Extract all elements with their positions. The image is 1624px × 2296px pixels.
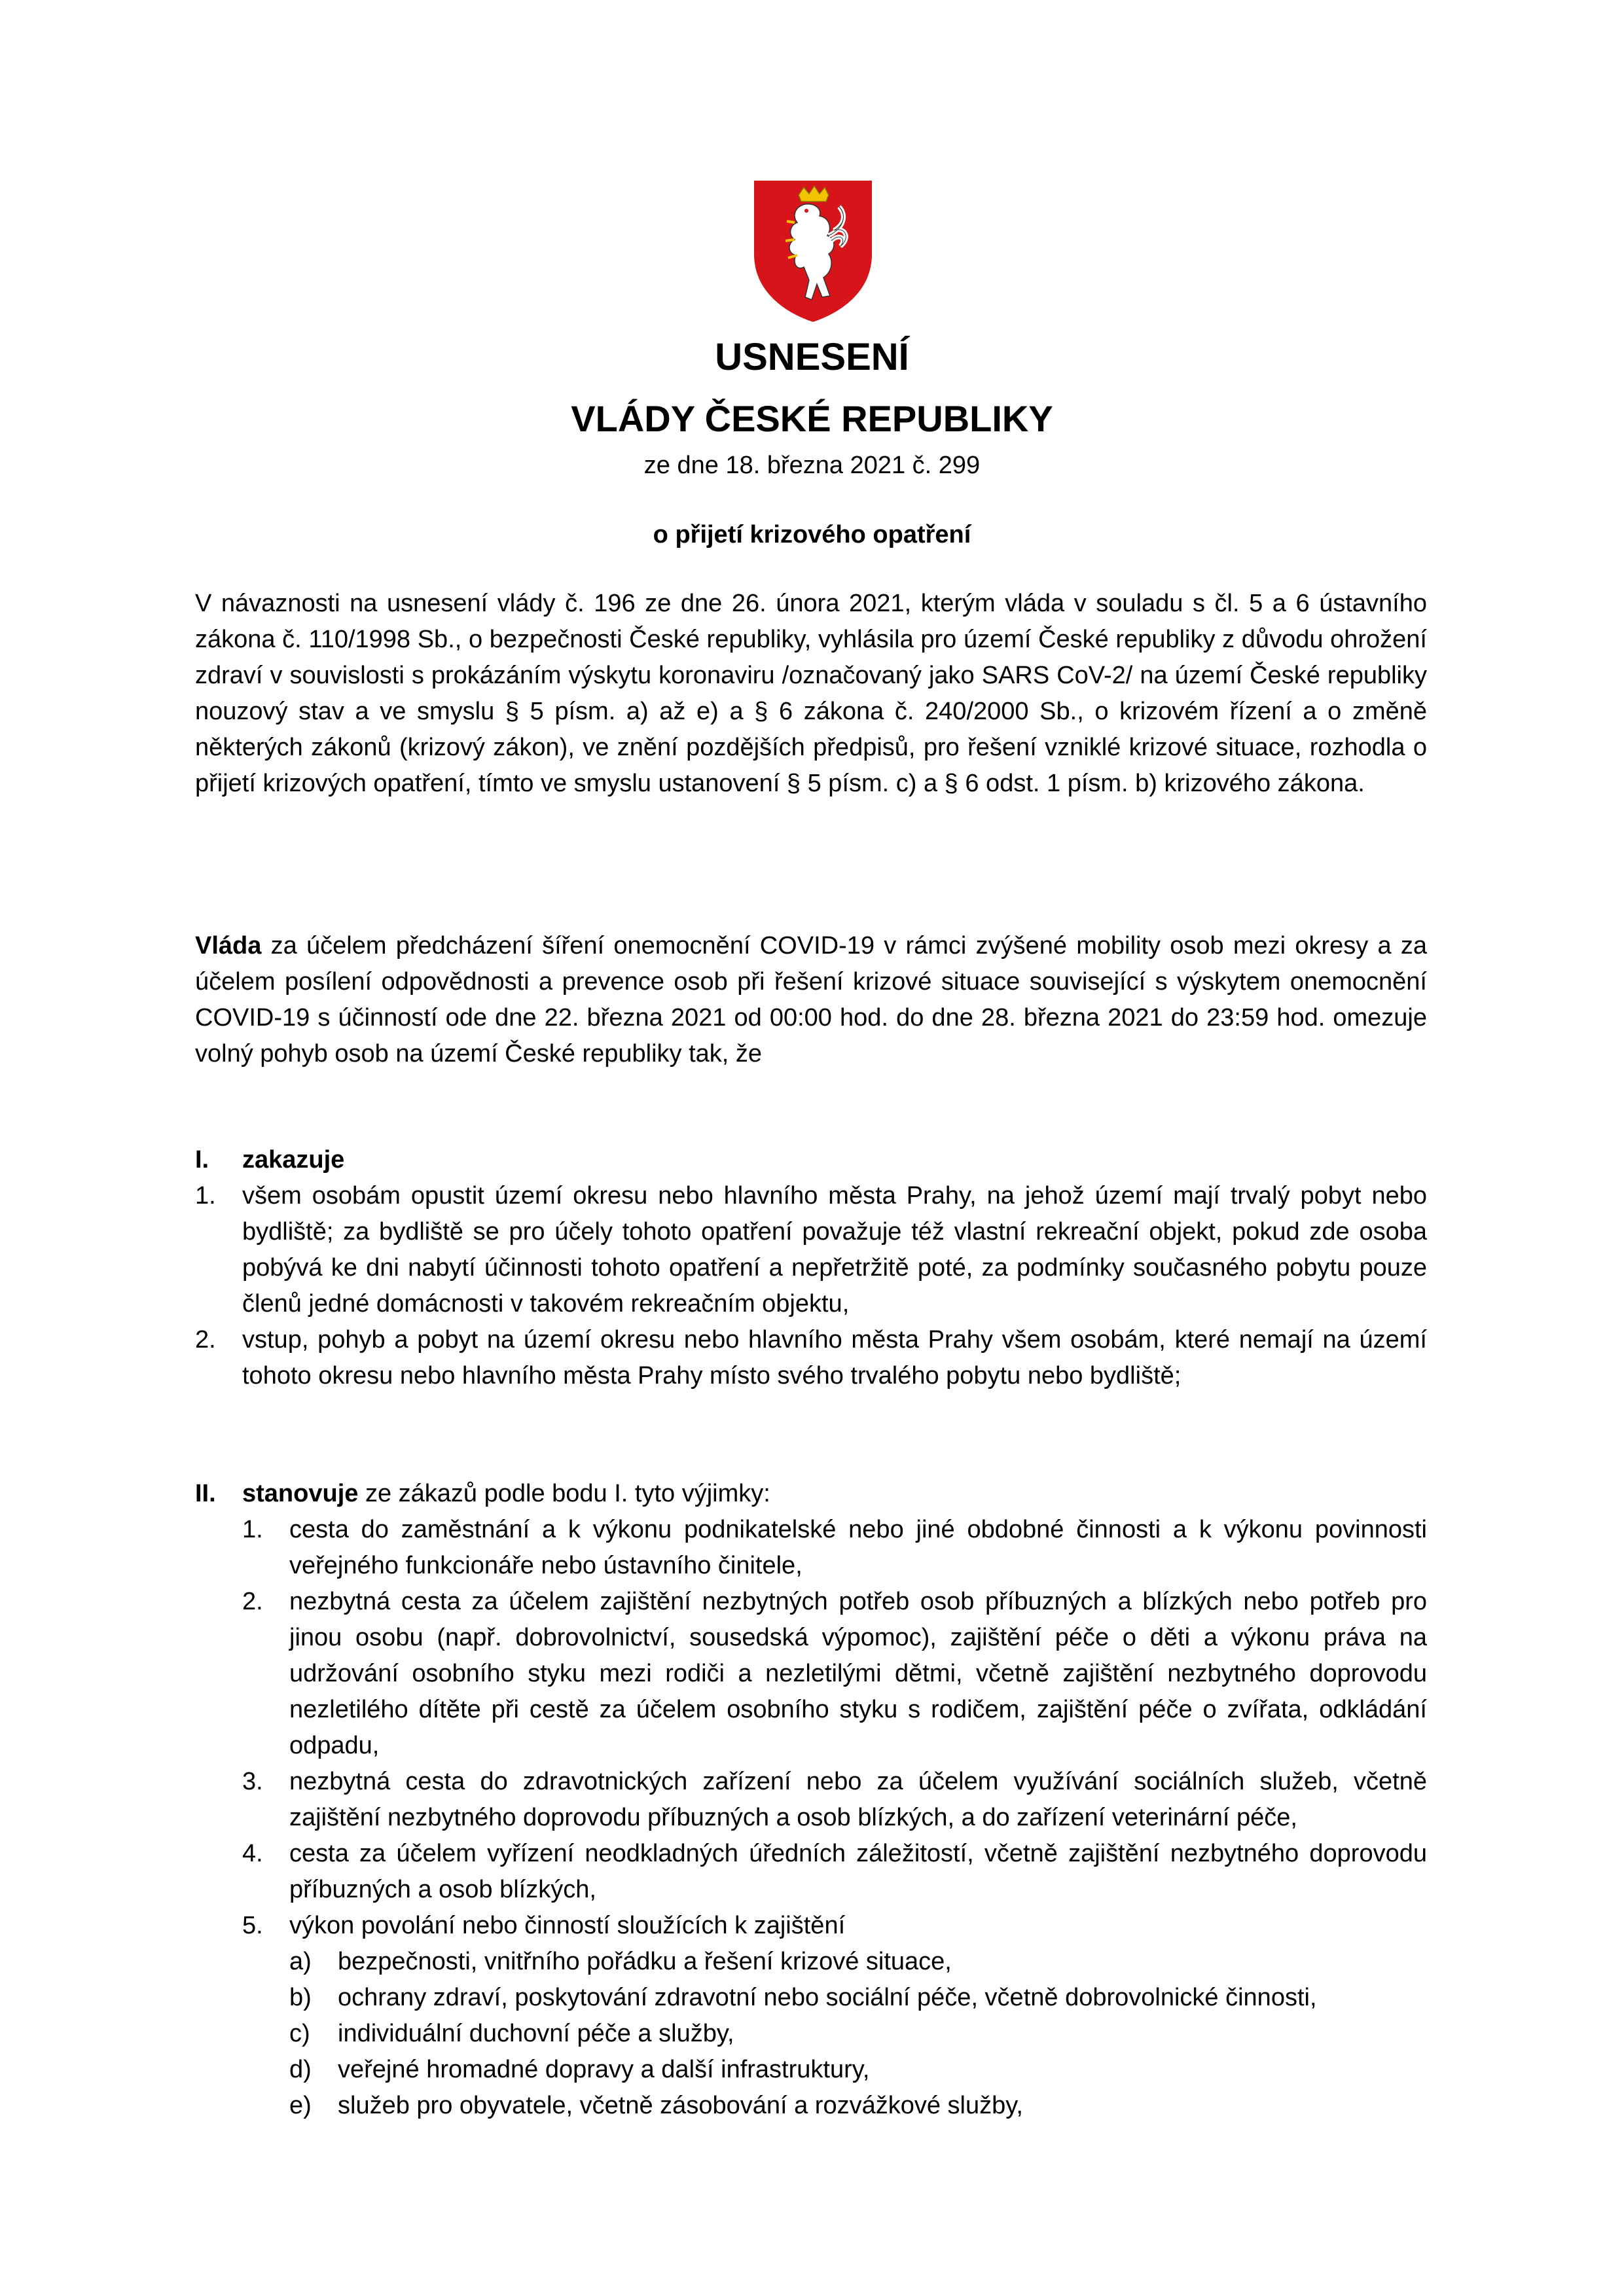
item-text: cesta do zaměstnání a k výkonu podnikatelské nebo jiné obdobné činnosti a k výkonu povinnosti veřejného funkcionáře nebo ústavního činitele, — [289, 1516, 1427, 1579]
item-number: 5. — [242, 1912, 263, 1939]
sub-item-letter: d) — [289, 2056, 312, 2083]
item-number: 1. — [242, 1516, 263, 1543]
sub-item-letter: a) — [289, 1948, 312, 1975]
item-text — [289, 1908, 1427, 2124]
document-subtitle: VLÁDY ČESKÉ REPUBLIKY — [571, 398, 1053, 439]
sub-item-text: veřejné hromadné dopravy a další infrastruktury, — [338, 2056, 870, 2083]
item-number: 2. — [242, 1588, 263, 1615]
section-number: II. — [195, 1480, 216, 1507]
sub-list-item — [289, 1944, 1427, 1980]
resolution-subject: o přijetí krizového opatření — [653, 521, 971, 548]
sub-list-item — [289, 2088, 1427, 2124]
decision-text: za účelem předcházení šíření onemocnění COVID-19 v rámci zvýšené mobility osob mezi okresy a za účelem posílení odpovědnosti a prevence osob při řešení krizové situace související s výskytem onemocnění COVID-19 s účinností ode dne 22. března 2021 od 00:00 hod. do dne 28. března 2021 do 23:59 hod. omezuje volný pohyb osob na území České republiky tak, že — [195, 932, 1427, 1067]
decision-lead: Vláda — [195, 932, 262, 960]
sub-list-item — [289, 2016, 1427, 2052]
section-heading-1 — [195, 1142, 344, 1178]
czech-coat-of-arms-icon — [749, 175, 877, 326]
intro-paragraph: V návaznosti na usnesení vlády č. 196 ze dne 26. února 2021, kterým vláda v souladu s čl. 5 a 6 ústavního zákona č. 110/1998 Sb., o bezpečnosti České republiky, vyhlásila pro území České republiky z důvodu ohrožení zdraví v souvislosti s prokázáním výskytu koronaviru /označovaný jako SARS CoV-2/ na území České republiky nouzový stav a ve smyslu § 5 písm. a) až e) a § 6 zákona č. 240/2000 Sb., o krizovém řízení a o změně některých zákonů (krizový zákon), ve znění pozdějších předpisů, pro řešení vzniklé krizové situace, rozhodla o přijetí krizových opatření, tímto ve smyslu ustanovení § 5 písm. c) a § 6 odst. 1 písm. b) krizového zákona. — [195, 590, 1427, 797]
section-label: stanovuje — [242, 1480, 359, 1507]
section-label-rest: ze zákazů podle bodu I. tyto výjimky: — [358, 1480, 770, 1507]
item-number: 1. — [195, 1182, 216, 1210]
sub-list-item — [289, 1980, 1427, 2016]
list-item — [195, 1322, 1427, 1394]
sub-item-text: ochrany zdraví, poskytování zdravotní nebo sociální péče, včetně dobrovolnické činnosti, — [338, 1984, 1317, 2011]
sub-item-text: bezpečnosti, vnitřního pořádku a řešení krizové situace, — [338, 1948, 952, 1975]
decision-paragraph — [195, 928, 1427, 1072]
item-number: 4. — [242, 1840, 263, 1867]
section-2-list — [242, 1512, 1427, 2124]
section-label: zakazuje — [242, 1146, 345, 1174]
sub-item-letter: e) — [289, 2092, 312, 2119]
sub-item-text: individuální duchovní péče a služby, — [338, 2020, 734, 2047]
list-item — [195, 1178, 1427, 1322]
list-item — [242, 1836, 1427, 1908]
item-text: vstup, pohyb a pobyt na území okresu nebo hlavního města Prahy všem osobám, které nemají na území tohoto okresu nebo hlavního města Prahy místo svého trvalého pobytu nebo bydliště; — [242, 1326, 1427, 1390]
item-text: nezbytná cesta do zdravotnických zařízení nebo za účelem využívání sociálních služeb, včetně zajištění nezbytného doprovodu příbuzných a osob blízkých, a do zařízení veterinární péče, — [289, 1768, 1427, 1831]
list-item — [242, 1512, 1427, 1584]
item-text: nezbytná cesta za účelem zajištění nezbytných potřeb osob příbuzných a blízkých nebo potřeb pro jinou osobu (např. dobrovolnictví, sousedská výpomoc), zajištění péče o děti a výkonu práva na udržování osobního styku mezi rodiči a nezletilými dětmi, včetně zajištění nezbytného doprovodu nezletilého dítěte při cestě za účelem osobního styku s rodičem, zajištění péče o zvířata, odkládání odpadu, — [289, 1588, 1427, 1759]
item-text: všem osobám opustit území okresu nebo hlavního města Prahy, na jehož území mají trvalý pobyt nebo bydliště; za bydliště se pro účely tohoto opatření považuje též vlastní rekreační objekt, pokud zde osoba pobývá ke dni nabytí účinnosti tohoto opatření a nepřetržitě poté, za podmínky současného pobytu pouze členů jedné domácnosti v takovém rekreačním objektu, — [242, 1182, 1427, 1318]
item-text-lead: výkon povolání nebo činností sloužících k zajištění — [289, 1912, 846, 1939]
item-text: cesta za účelem vyřízení neodkladných úředních záležitostí, včetně zajištění nezbytného doprovodu příbuzných a osob blízkých, — [289, 1840, 1427, 1903]
section-1-list — [195, 1178, 1427, 1394]
list-item — [242, 1584, 1427, 1764]
document-title: USNESENÍ — [715, 336, 909, 378]
item-number: 3. — [242, 1768, 263, 1795]
section-number: I. — [195, 1146, 209, 1174]
sub-item-text: služeb pro obyvatele, včetně zásobování a rozvážkové služby, — [338, 2092, 1023, 2119]
list-item — [242, 1764, 1427, 1836]
item-number: 2. — [195, 1326, 216, 1354]
sub-item-letter: b) — [289, 1984, 312, 2011]
resolution-date-number: ze dne 18. března 2021 č. 299 — [643, 452, 981, 479]
sub-list-item — [289, 2052, 1427, 2088]
sub-item-letter: c) — [289, 2020, 310, 2047]
sub-list — [289, 1944, 1427, 2124]
section-heading-2 — [195, 1476, 770, 1512]
list-item — [242, 1908, 1427, 2124]
